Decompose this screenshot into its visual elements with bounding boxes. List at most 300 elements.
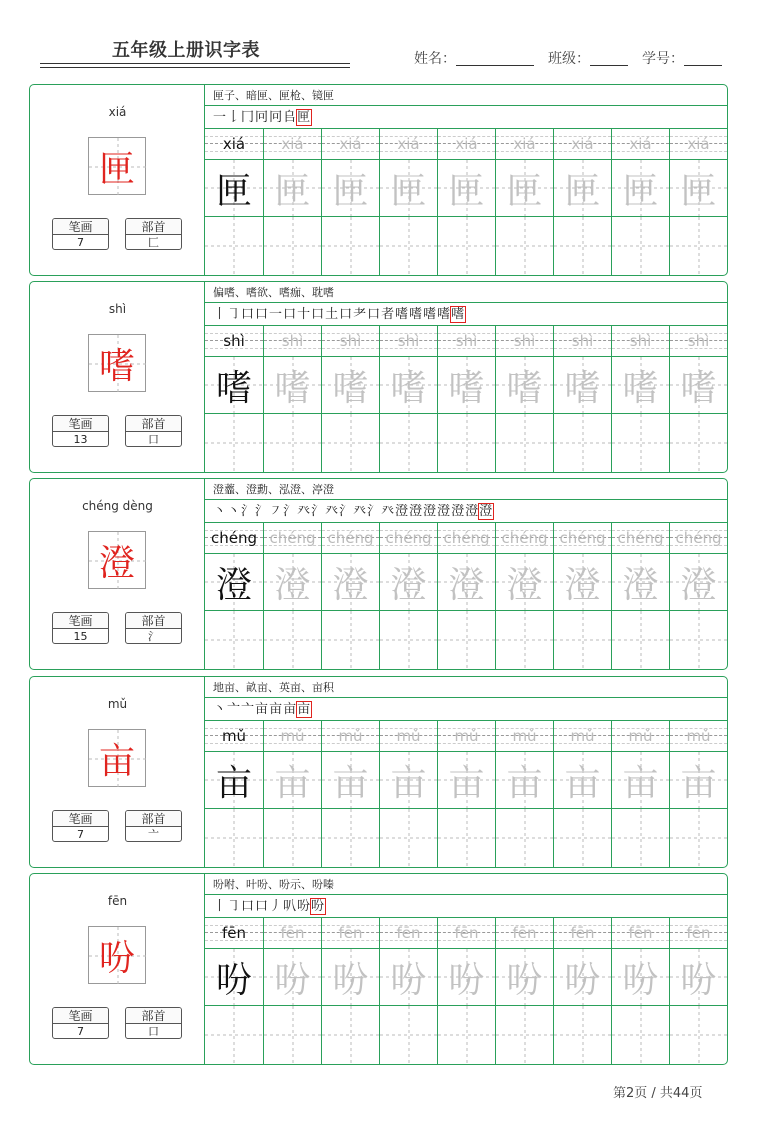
name-blank[interactable]	[456, 52, 534, 66]
word-examples: 偏嗜、嗜欲、嗜痂、耽嗜	[205, 282, 727, 303]
pinyin-cell[interactable]	[379, 523, 437, 553]
pinyin-cell[interactable]	[321, 918, 379, 948]
hanzi-cell[interactable]	[321, 553, 379, 611]
pinyin-cell[interactable]	[437, 721, 495, 751]
radical-box	[125, 218, 182, 250]
pinyin-text: chéng	[385, 529, 432, 547]
stroke-step: 𠄌	[227, 110, 242, 125]
hanzi-cell[interactable]	[553, 356, 611, 414]
pinyin-cell[interactable]	[553, 129, 611, 159]
pinyin-cell[interactable]	[669, 523, 727, 553]
char-display-box	[88, 531, 146, 589]
hanzi-cell[interactable]	[321, 159, 379, 217]
pinyin-cell[interactable]	[611, 523, 669, 553]
stroke-step: 亩	[283, 702, 298, 717]
pinyin-cell[interactable]	[263, 721, 321, 751]
tianzi-grid	[380, 1006, 438, 1064]
stroke-count-box	[52, 810, 109, 842]
pinyin-text: shì	[687, 332, 710, 350]
blank-cell[interactable]	[379, 217, 437, 275]
hanzi-cell[interactable]	[611, 751, 669, 809]
blank-cell[interactable]	[495, 809, 553, 867]
hanzi-cell[interactable]	[495, 356, 553, 414]
pinyin-cell[interactable]	[495, 326, 553, 356]
blank-cell[interactable]	[263, 1006, 321, 1064]
char-display-box	[88, 926, 146, 984]
pinyin-cell[interactable]	[379, 326, 437, 356]
stroke-step: 嗜	[423, 307, 438, 322]
char-pinyin: shì	[108, 302, 127, 316]
pinyin-cell[interactable]	[553, 326, 611, 356]
blank-cell[interactable]	[611, 809, 669, 867]
tianzi-grid	[612, 809, 670, 867]
char-display-box	[88, 729, 146, 787]
blank-cell[interactable]	[495, 414, 553, 472]
tianzi-grid	[322, 1006, 380, 1064]
tianzi-grid	[670, 217, 728, 275]
pinyin-cell[interactable]	[379, 129, 437, 159]
char-card	[29, 281, 728, 473]
blank-cell[interactable]	[611, 611, 669, 669]
blank-cell[interactable]	[611, 217, 669, 275]
radical-label: 部首	[126, 1008, 181, 1024]
pinyin-text: mǔ	[628, 727, 653, 745]
id-blank[interactable]	[684, 52, 722, 66]
blank-cell[interactable]	[437, 809, 495, 867]
pinyin-cell[interactable]	[263, 918, 321, 948]
blank-cell[interactable]	[669, 217, 727, 275]
blank-cell[interactable]	[263, 414, 321, 472]
tianzi-grid	[554, 809, 612, 867]
blank-cell[interactable]	[437, 217, 495, 275]
blank-cell[interactable]	[379, 809, 437, 867]
pinyin-text: chéng	[443, 529, 490, 547]
hanzi-cell[interactable]	[437, 553, 495, 611]
pinyin-text: xiá	[571, 135, 594, 153]
pinyin-cell[interactable]	[263, 326, 321, 356]
hanzi-cell[interactable]	[321, 356, 379, 414]
hanzi-trace: 澄	[448, 564, 485, 606]
hanzi-trace: 嗜	[215, 367, 252, 409]
blank-cell[interactable]	[321, 414, 379, 472]
hanzi-trace: 吩	[506, 959, 543, 1001]
hanzi-trace: 嗜	[506, 367, 543, 409]
stroke-step: 澄	[423, 504, 438, 519]
pinyin-cell[interactable]	[611, 326, 669, 356]
pinyin-text: xiá	[513, 135, 536, 153]
pinyin-cell[interactable]	[611, 721, 669, 751]
pinyin-text: fēn	[221, 924, 247, 942]
hanzi-trace: 亩	[506, 762, 543, 804]
stroke-step: 口土	[311, 307, 340, 322]
stroke-step: 一	[213, 110, 228, 125]
blank-cell[interactable]	[553, 1006, 611, 1064]
practice-grid	[205, 523, 727, 669]
practice-panel	[205, 677, 727, 867]
stroke-order	[205, 698, 727, 721]
hanzi-cell[interactable]	[205, 356, 263, 414]
pinyin-text: mǔ	[396, 727, 421, 745]
pinyin-text: fēn	[338, 924, 363, 942]
hanzi-cell[interactable]	[321, 948, 379, 1006]
pinyin-text: shì	[397, 332, 420, 350]
blank-cell[interactable]	[321, 1006, 379, 1064]
pinyin-cell[interactable]	[321, 129, 379, 159]
word-examples: 澄虀、澄勳、泓澄、渟澄	[205, 479, 727, 500]
pinyin-text: chéng	[617, 529, 664, 547]
hanzi-trace: 匣	[274, 170, 311, 212]
stroke-step: 丶	[213, 504, 228, 519]
pinyin-cell[interactable]	[321, 326, 379, 356]
page-title: 五年级上册识字表	[112, 40, 260, 61]
radical-label: 部首	[126, 811, 181, 827]
char-pinyin: mǔ	[107, 697, 128, 711]
hanzi-cell[interactable]	[553, 751, 611, 809]
blank-cell[interactable]	[611, 414, 669, 472]
stroke-step: 亩	[269, 702, 284, 717]
pinyin-cell[interactable]	[205, 918, 263, 948]
stroke-step: 氵㇇	[255, 504, 284, 519]
hanzi-trace: 亩	[564, 762, 601, 804]
hanzi-cell[interactable]	[379, 948, 437, 1006]
pinyin-text: shì	[223, 332, 245, 350]
hanzi-cell[interactable]	[669, 553, 727, 611]
hanzi-cell[interactable]	[437, 356, 495, 414]
hanzi-cell[interactable]	[495, 553, 553, 611]
blank-cell[interactable]	[437, 1006, 495, 1064]
hanzi-cell[interactable]	[379, 356, 437, 414]
radical-label: 部首	[126, 416, 181, 432]
pinyin-cell[interactable]	[205, 721, 263, 751]
hanzi-trace: 匣	[215, 170, 252, 212]
char-info-panel	[30, 677, 205, 867]
hanzi-cell[interactable]	[205, 553, 263, 611]
hanzi-cell[interactable]	[321, 751, 379, 809]
pinyin-cell[interactable]	[437, 918, 495, 948]
hanzi-cell[interactable]	[263, 948, 321, 1006]
hanzi-cell[interactable]	[263, 751, 321, 809]
name-label: 姓名：	[414, 51, 456, 67]
hanzi-cell[interactable]	[669, 751, 727, 809]
char-info-panel	[30, 282, 205, 472]
hanzi-cell[interactable]	[495, 948, 553, 1006]
pinyin-cell[interactable]	[263, 523, 321, 553]
tianzi-grid	[205, 611, 263, 669]
pinyin-cell[interactable]	[669, 129, 727, 159]
radical-box	[125, 415, 182, 447]
hanzi-cell[interactable]	[437, 159, 495, 217]
char-display: 亩	[98, 740, 135, 782]
hanzi-trace: 吩	[564, 959, 601, 1001]
pinyin-text: xiá	[397, 135, 420, 153]
blank-cell[interactable]	[379, 1006, 437, 1064]
stroke-step: 丨	[213, 307, 228, 322]
hanzi-cell[interactable]	[553, 553, 611, 611]
pinyin-cell[interactable]	[379, 721, 437, 751]
stroke-step: 冂	[241, 110, 256, 125]
tianzi-grid	[496, 611, 554, 669]
blank-cell[interactable]	[205, 1006, 263, 1064]
blank-cell[interactable]	[669, 414, 727, 472]
stroke-step: ㇆	[227, 899, 242, 914]
blank-cell[interactable]	[321, 611, 379, 669]
pinyin-cell[interactable]	[495, 918, 553, 948]
tianzi-grid	[612, 611, 670, 669]
char-card	[29, 873, 728, 1065]
blank-cell[interactable]	[553, 809, 611, 867]
stroke-count-box	[52, 218, 109, 250]
stroke-step: 氵	[241, 504, 256, 519]
stroke-step: 氵癶	[339, 504, 368, 519]
radical-label: 部首	[126, 219, 181, 235]
stroke-count-label: 笔画	[53, 1008, 108, 1024]
radical-value: 亠	[148, 828, 159, 841]
stroke-step: 澄	[465, 504, 480, 519]
pinyin-cell[interactable]	[495, 523, 553, 553]
blank-cell[interactable]	[611, 1006, 669, 1064]
radical-box	[125, 810, 182, 842]
pinyin-cell[interactable]	[321, 721, 379, 751]
hanzi-cell[interactable]	[263, 356, 321, 414]
tianzi-grid	[264, 1006, 322, 1064]
tianzi-grid	[496, 414, 554, 472]
pinyin-cell[interactable]	[669, 721, 727, 751]
stroke-count-value: 7	[77, 1025, 84, 1038]
blank-cell[interactable]	[669, 611, 727, 669]
blank-cell[interactable]	[263, 809, 321, 867]
tianzi-grid	[670, 1006, 728, 1064]
stroke-step: 嗜	[395, 307, 410, 322]
tianzi-grid	[554, 611, 612, 669]
hanzi-trace: 匣	[680, 170, 717, 212]
blank-cell[interactable]	[379, 611, 437, 669]
hanzi-cell[interactable]	[205, 751, 263, 809]
stroke-step: 氵癶	[367, 504, 396, 519]
stroke-step: 𠂤	[283, 110, 298, 125]
blank-cell[interactable]	[263, 611, 321, 669]
tianzi-grid	[438, 1006, 496, 1064]
tianzi-grid	[380, 217, 438, 275]
practice-grid	[205, 326, 727, 472]
pinyin-cell[interactable]	[321, 523, 379, 553]
class-label: 班级：	[548, 51, 590, 67]
pinyin-text: shì	[455, 332, 478, 350]
hanzi-cell[interactable]	[553, 948, 611, 1006]
pinyin-cell[interactable]	[437, 326, 495, 356]
pinyin-text: mǔ	[221, 727, 247, 745]
pinyin-cell[interactable]	[495, 129, 553, 159]
hanzi-cell[interactable]	[205, 948, 263, 1006]
blank-cell[interactable]	[263, 217, 321, 275]
blank-cell[interactable]	[205, 809, 263, 867]
pinyin-text: fēn	[512, 924, 537, 942]
blank-cell[interactable]	[321, 217, 379, 275]
hanzi-trace: 匣	[564, 170, 601, 212]
pinyin-cell[interactable]	[205, 523, 263, 553]
pinyin-cell[interactable]	[553, 721, 611, 751]
stroke-step: 口丿	[255, 899, 284, 914]
pinyin-text: shì	[571, 332, 594, 350]
pinyin-cell[interactable]	[205, 326, 263, 356]
stroke-step: 口一	[255, 307, 284, 322]
practice-panel	[205, 85, 727, 275]
blank-cell[interactable]	[205, 414, 263, 472]
stroke-step: 亠	[241, 702, 256, 717]
pinyin-text: xiá	[339, 135, 362, 153]
pinyin-text: mǔ	[512, 727, 537, 745]
pinyin-cell[interactable]	[611, 918, 669, 948]
hanzi-trace: 澄	[390, 564, 427, 606]
pinyin-cell[interactable]	[495, 721, 553, 751]
tianzi-grid	[554, 414, 612, 472]
hanzi-cell[interactable]	[611, 159, 669, 217]
pinyin-cell[interactable]	[669, 326, 727, 356]
pinyin-cell[interactable]	[553, 523, 611, 553]
hanzi-cell[interactable]	[611, 553, 669, 611]
pinyin-cell[interactable]	[553, 918, 611, 948]
page-header	[0, 0, 764, 80]
class-blank[interactable]	[590, 52, 628, 66]
hanzi-cell[interactable]	[553, 159, 611, 217]
hanzi-cell[interactable]	[669, 356, 727, 414]
pinyin-cell[interactable]	[669, 918, 727, 948]
blank-cell[interactable]	[205, 217, 263, 275]
char-card	[29, 478, 728, 670]
blank-cell[interactable]	[495, 611, 553, 669]
pinyin-text: xiá	[455, 135, 478, 153]
stroke-step: 吩	[311, 899, 326, 914]
pinyin-text: xiá	[281, 135, 304, 153]
stroke-order	[205, 106, 727, 129]
blank-cell[interactable]	[553, 611, 611, 669]
tianzi-grid	[380, 611, 438, 669]
pinyin-cell[interactable]	[379, 918, 437, 948]
hanzi-trace: 匣	[332, 170, 369, 212]
stroke-count-label: 笔画	[53, 613, 108, 629]
tianzi-grid	[322, 611, 380, 669]
practice-grid	[205, 721, 727, 867]
pinyin-text: fēn	[280, 924, 305, 942]
hanzi-trace: 澄	[564, 564, 601, 606]
tianzi-grid	[670, 809, 728, 867]
stroke-step: 亠	[227, 702, 242, 717]
pinyin-text: shì	[513, 332, 536, 350]
blank-cell[interactable]	[205, 611, 263, 669]
id-field	[642, 48, 722, 68]
hanzi-cell[interactable]	[379, 159, 437, 217]
stroke-count-label: 笔画	[53, 811, 108, 827]
blank-cell[interactable]	[437, 611, 495, 669]
stroke-step: 口者	[367, 307, 396, 322]
blank-cell[interactable]	[669, 809, 727, 867]
pinyin-text: fēn	[396, 924, 421, 942]
pinyin-text: chéng	[269, 529, 316, 547]
blank-cell[interactable]	[321, 809, 379, 867]
hanzi-trace: 亩	[390, 762, 427, 804]
word-examples: 吩咐、叶吩、吩示、吩嗪	[205, 874, 727, 895]
hanzi-cell[interactable]	[669, 948, 727, 1006]
hanzi-cell[interactable]	[495, 159, 553, 217]
stroke-count-value: 7	[77, 236, 84, 249]
word-examples: 匣子、暗匣、匣枪、镜匣	[205, 85, 727, 106]
pinyin-cell[interactable]	[437, 523, 495, 553]
hanzi-cell[interactable]	[495, 751, 553, 809]
hanzi-cell[interactable]	[379, 553, 437, 611]
char-display: 匣	[98, 148, 135, 190]
hanzi-trace: 亩	[215, 762, 252, 804]
tianzi-grid	[438, 611, 496, 669]
practice-grid	[205, 918, 727, 1064]
hanzi-cell[interactable]	[611, 356, 669, 414]
radical-value: 口	[148, 1025, 159, 1038]
hanzi-trace: 澄	[506, 564, 543, 606]
hanzi-cell[interactable]	[669, 159, 727, 217]
hanzi-cell[interactable]	[263, 553, 321, 611]
tianzi-grid	[670, 611, 728, 669]
hanzi-cell[interactable]	[263, 159, 321, 217]
stroke-step: 吩	[297, 899, 312, 914]
hanzi-cell[interactable]	[379, 751, 437, 809]
char-pinyin: fēn	[107, 894, 128, 908]
hanzi-cell[interactable]	[437, 751, 495, 809]
pinyin-cell[interactable]	[611, 129, 669, 159]
tianzi-grid	[322, 809, 380, 867]
stroke-step: 口	[241, 307, 256, 322]
pinyin-cell[interactable]	[205, 129, 263, 159]
pinyin-text: fēn	[628, 924, 653, 942]
blank-cell[interactable]	[379, 414, 437, 472]
char-pinyin: xiá	[108, 105, 127, 119]
blank-cell[interactable]	[495, 1006, 553, 1064]
hanzi-trace: 吩	[390, 959, 427, 1001]
char-display-box	[88, 334, 146, 392]
hanzi-cell[interactable]	[437, 948, 495, 1006]
stroke-count-box	[52, 415, 109, 447]
hanzi-cell[interactable]	[611, 948, 669, 1006]
pinyin-cell[interactable]	[263, 129, 321, 159]
stroke-order	[205, 303, 727, 326]
hanzi-trace: 澄	[332, 564, 369, 606]
blank-cell[interactable]	[553, 217, 611, 275]
stroke-step: 丶	[227, 504, 242, 519]
stroke-step: 口耂	[339, 307, 368, 322]
blank-cell[interactable]	[669, 1006, 727, 1064]
pinyin-text: mǔ	[338, 727, 363, 745]
blank-cell[interactable]	[553, 414, 611, 472]
word-examples: 地亩、畝亩、英亩、亩积	[205, 677, 727, 698]
pinyin-cell[interactable]	[437, 129, 495, 159]
hanzi-trace: 吩	[274, 959, 311, 1001]
blank-cell[interactable]	[437, 414, 495, 472]
char-display-box	[88, 137, 146, 195]
practice-panel	[205, 282, 727, 472]
tianzi-grid	[612, 414, 670, 472]
id-label: 学号：	[642, 51, 684, 67]
hanzi-cell[interactable]	[205, 159, 263, 217]
tianzi-grid	[380, 414, 438, 472]
practice-panel	[205, 479, 727, 669]
hanzi-trace: 亩	[680, 762, 717, 804]
pinyin-text: fēn	[570, 924, 595, 942]
blank-cell[interactable]	[495, 217, 553, 275]
stroke-step: 澄	[451, 504, 466, 519]
hanzi-trace: 嗜	[274, 367, 311, 409]
hanzi-trace: 澄	[680, 564, 717, 606]
stroke-count-label: 笔画	[53, 416, 108, 432]
tianzi-grid	[496, 809, 554, 867]
radical-box	[125, 1007, 182, 1039]
stroke-step: 澄	[437, 504, 452, 519]
